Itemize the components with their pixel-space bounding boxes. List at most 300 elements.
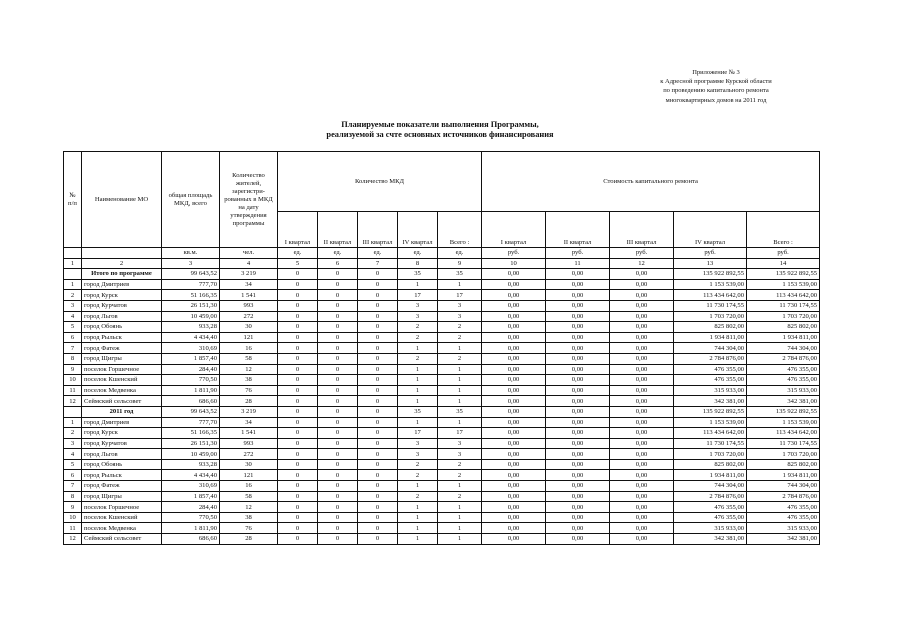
- mkd-q3-value: 0: [358, 396, 398, 407]
- cost-q3-value: 0,00: [610, 300, 674, 311]
- cost-q1-value: 0,00: [482, 300, 546, 311]
- row-number: 4: [64, 449, 82, 460]
- mkd-q3-value: 0: [358, 449, 398, 460]
- municipality-name: город Льгов: [82, 311, 162, 322]
- mkd-q4-value: 1: [398, 523, 438, 534]
- table-row: [64, 311, 820, 322]
- mkd-q2-value: 0: [318, 534, 358, 545]
- row-number: 12: [64, 534, 82, 545]
- cost-q2-value: 0,00: [546, 353, 610, 364]
- residents-value: 1 541: [220, 290, 278, 301]
- area-value: 1 811,90: [162, 385, 220, 396]
- cost-q4-value: 476 355,00: [674, 512, 747, 523]
- cost-q1-value: 0,00: [482, 322, 546, 333]
- municipality-name: город Рыльск: [82, 332, 162, 343]
- mkd-total-value: 17: [438, 290, 482, 301]
- mkd-q3-value: 0: [358, 300, 398, 311]
- cost-q2-value: 0,00: [546, 438, 610, 449]
- mkd-q2-value: 0: [318, 417, 358, 428]
- mkd-q1-value: 0: [278, 459, 318, 470]
- area-value: 770,50: [162, 375, 220, 386]
- unit-rub: руб.: [674, 248, 747, 259]
- cost-q3-value: 0,00: [610, 449, 674, 460]
- municipality-name: поселок Медвенка: [82, 385, 162, 396]
- residents-value: 38: [220, 375, 278, 386]
- residents-value: 993: [220, 300, 278, 311]
- cost-total-value: 476 355,00: [747, 512, 820, 523]
- mkd-q4-value: 2: [398, 353, 438, 364]
- mkd-q1-value: 0: [278, 406, 318, 417]
- cost-q2-value: 0,00: [546, 428, 610, 439]
- mkd-q1-value: 0: [278, 481, 318, 492]
- area-value: 686,60: [162, 534, 220, 545]
- area-value: 777,70: [162, 279, 220, 290]
- unit-rub: руб.: [747, 248, 820, 259]
- cost-total-value: 135 922 892,55: [747, 406, 820, 417]
- mkd-q2-value: 0: [318, 353, 358, 364]
- mkd-q2-value: 0: [318, 523, 358, 534]
- row-number: 9: [64, 502, 82, 513]
- header-cost-q2: II квартал: [546, 212, 610, 248]
- municipality-name: Сеймский сельсовет: [82, 534, 162, 545]
- cost-total-value: 342 381,00: [747, 534, 820, 545]
- cost-q2-value: 0,00: [546, 396, 610, 407]
- mkd-q1-value: 0: [278, 353, 318, 364]
- cost-total-value: 11 730 174,55: [747, 438, 820, 449]
- municipality-name: поселок Кшенский: [82, 512, 162, 523]
- residents-value: 38: [220, 512, 278, 523]
- unit-area: кв.м.: [162, 248, 220, 259]
- mkd-q1-value: 0: [278, 332, 318, 343]
- row-number: 2: [64, 428, 82, 439]
- mkd-q1-value: 0: [278, 449, 318, 460]
- area-value: 26 151,30: [162, 438, 220, 449]
- table-row: [64, 459, 820, 470]
- row-number: 1: [64, 417, 82, 428]
- area-value: 1 857,40: [162, 353, 220, 364]
- cost-q4-value: 113 434 642,00: [674, 290, 747, 301]
- row-number: 9: [64, 364, 82, 375]
- column-number: 2: [82, 258, 162, 269]
- cost-total-value: 476 355,00: [747, 364, 820, 375]
- cost-q2-value: 0,00: [546, 322, 610, 333]
- appendix-line: по проведению капитального ремонта: [663, 87, 769, 95]
- residents-value: 28: [220, 534, 278, 545]
- mkd-q2-value: 0: [318, 269, 358, 280]
- mkd-q3-value: 0: [358, 322, 398, 333]
- cost-q4-value: 135 922 892,55: [674, 406, 747, 417]
- cost-total-value: 315 933,00: [747, 523, 820, 534]
- cost-q1-value: 0,00: [482, 502, 546, 513]
- row-number: 4: [64, 311, 82, 322]
- cost-q1-value: 0,00: [482, 311, 546, 322]
- mkd-q3-value: 0: [358, 343, 398, 354]
- mkd-q1-value: 0: [278, 417, 318, 428]
- area-value: 310,69: [162, 343, 220, 354]
- cost-q2-value: 0,00: [546, 491, 610, 502]
- municipality-name: город Курчатов: [82, 438, 162, 449]
- area-value: 51 166,35: [162, 290, 220, 301]
- table-row: [64, 375, 820, 386]
- cost-q3-value: 0,00: [610, 481, 674, 492]
- header-num: № п/п: [64, 152, 82, 248]
- mkd-q4-value: 2: [398, 332, 438, 343]
- mkd-q2-value: 0: [318, 332, 358, 343]
- mkd-q1-value: 0: [278, 290, 318, 301]
- mkd-q2-value: 0: [318, 428, 358, 439]
- table-row: [64, 300, 820, 311]
- column-number: 8: [398, 258, 438, 269]
- cost-q3-value: 0,00: [610, 343, 674, 354]
- cost-q4-value: 11 730 174,55: [674, 438, 747, 449]
- mkd-q4-value: 1: [398, 396, 438, 407]
- mkd-q3-value: 0: [358, 428, 398, 439]
- cost-q4-value: 342 381,00: [674, 396, 747, 407]
- area-value: 4 434,40: [162, 470, 220, 481]
- header-name: Наименование МО: [82, 152, 162, 248]
- cost-q2-value: 0,00: [546, 523, 610, 534]
- cost-total-value: 1 703 720,00: [747, 311, 820, 322]
- cost-q2-value: 0,00: [546, 343, 610, 354]
- cost-q3-value: 0,00: [610, 470, 674, 481]
- cost-q4-value: 476 355,00: [674, 502, 747, 513]
- mkd-total-value: 1: [438, 417, 482, 428]
- residents-value: 272: [220, 449, 278, 460]
- mkd-q4-value: 35: [398, 406, 438, 417]
- municipality-name: город Щигры: [82, 353, 162, 364]
- municipality-name: город Щигры: [82, 491, 162, 502]
- cost-q2-value: 0,00: [546, 470, 610, 481]
- mkd-total-value: 1: [438, 523, 482, 534]
- mkd-q3-value: 0: [358, 385, 398, 396]
- column-number: 14: [747, 258, 820, 269]
- municipality-name: поселок Горшечное: [82, 364, 162, 375]
- cost-q2-value: 0,00: [546, 375, 610, 386]
- cost-q3-value: 0,00: [610, 364, 674, 375]
- cost-q4-value: 2 784 876,00: [674, 491, 747, 502]
- cost-total-value: 476 355,00: [747, 502, 820, 513]
- mkd-total-value: 1: [438, 534, 482, 545]
- mkd-total-value: 1: [438, 385, 482, 396]
- mkd-q2-value: 0: [318, 279, 358, 290]
- table-row: [64, 428, 820, 439]
- mkd-total-value: 1: [438, 396, 482, 407]
- area-value: 770,50: [162, 512, 220, 523]
- column-number: 4: [220, 258, 278, 269]
- header-repair-cost: Стоимость капитального ремонта: [482, 152, 820, 212]
- cost-q3-value: 0,00: [610, 353, 674, 364]
- mkd-total-value: 1: [438, 279, 482, 290]
- mkd-q4-value: 1: [398, 385, 438, 396]
- cost-q2-value: 0,00: [546, 279, 610, 290]
- row-number: 3: [64, 438, 82, 449]
- mkd-q4-value: 17: [398, 290, 438, 301]
- mkd-q3-value: 0: [358, 523, 398, 534]
- row-number: 7: [64, 343, 82, 354]
- mkd-q4-value: 2: [398, 459, 438, 470]
- mkd-q2-value: 0: [318, 364, 358, 375]
- mkd-q2-value: 0: [318, 375, 358, 386]
- mkd-q4-value: 1: [398, 279, 438, 290]
- mkd-q2-value: 0: [318, 343, 358, 354]
- cost-total-value: 11 730 174,55: [747, 300, 820, 311]
- mkd-q3-value: 0: [358, 417, 398, 428]
- mkd-q1-value: 0: [278, 534, 318, 545]
- appendix-line: многоквартирных домов на 2011 год: [665, 96, 767, 104]
- mkd-q4-value: 3: [398, 438, 438, 449]
- cost-q2-value: 0,00: [546, 449, 610, 460]
- cost-q4-value: 1 703 720,00: [674, 449, 747, 460]
- table-row: [64, 491, 820, 502]
- header-mkd-q3: III квартал: [358, 212, 398, 248]
- residents-value: 28: [220, 396, 278, 407]
- cost-total-value: 1 153 539,00: [747, 417, 820, 428]
- cost-q3-value: 0,00: [610, 428, 674, 439]
- mkd-q4-value: 3: [398, 300, 438, 311]
- area-value: 10 459,00: [162, 449, 220, 460]
- mkd-q2-value: 0: [318, 459, 358, 470]
- cost-q4-value: 113 434 642,00: [674, 428, 747, 439]
- mkd-q1-value: 0: [278, 311, 318, 322]
- mkd-q3-value: 0: [358, 290, 398, 301]
- mkd-q4-value: 3: [398, 311, 438, 322]
- mkd-total-value: 2: [438, 322, 482, 333]
- cost-q1-value: 0,00: [482, 459, 546, 470]
- mkd-q3-value: 0: [358, 269, 398, 280]
- table-row: [64, 269, 820, 280]
- mkd-total-value: 35: [438, 269, 482, 280]
- row-number: 8: [64, 491, 82, 502]
- cost-total-value: 315 933,00: [747, 385, 820, 396]
- unit-count: ед.: [358, 248, 398, 259]
- cost-q1-value: 0,00: [482, 406, 546, 417]
- row-number: 11: [64, 385, 82, 396]
- row-number: 1: [64, 279, 82, 290]
- header-cost-q3: III квартал: [610, 212, 674, 248]
- unit-count: ед.: [398, 248, 438, 259]
- residents-value: 12: [220, 502, 278, 513]
- mkd-q4-value: 2: [398, 491, 438, 502]
- mkd-q1-value: 0: [278, 438, 318, 449]
- cost-q2-value: 0,00: [546, 332, 610, 343]
- municipality-name: поселок Медвенка: [82, 523, 162, 534]
- mkd-q1-value: 0: [278, 428, 318, 439]
- residents-value: 76: [220, 523, 278, 534]
- header-mkd-q1: I квартал: [278, 212, 318, 248]
- header-cost-q4: IV квартал: [674, 212, 747, 248]
- residents-value: 121: [220, 332, 278, 343]
- area-value: 284,40: [162, 502, 220, 513]
- cost-q1-value: 0,00: [482, 353, 546, 364]
- cost-total-value: 825 802,00: [747, 322, 820, 333]
- cost-q1-value: 0,00: [482, 534, 546, 545]
- mkd-q1-value: 0: [278, 269, 318, 280]
- area-value: 4 434,40: [162, 332, 220, 343]
- cost-q1-value: 0,00: [482, 512, 546, 523]
- cost-q2-value: 0,00: [546, 406, 610, 417]
- cost-q3-value: 0,00: [610, 322, 674, 333]
- cost-q2-value: 0,00: [546, 459, 610, 470]
- residents-value: 16: [220, 343, 278, 354]
- cost-total-value: 135 922 892,55: [747, 269, 820, 280]
- residents-value: 58: [220, 353, 278, 364]
- table-row: [64, 470, 820, 481]
- column-number: 9: [438, 258, 482, 269]
- municipality-name: город Курск: [82, 428, 162, 439]
- column-number: 6: [318, 258, 358, 269]
- mkd-q1-value: 0: [278, 523, 318, 534]
- mkd-q2-value: 0: [318, 438, 358, 449]
- residents-value: 30: [220, 459, 278, 470]
- header-cost-total: Всего :: [747, 212, 820, 248]
- mkd-q2-value: 0: [318, 290, 358, 301]
- unit-people: чел.: [220, 248, 278, 259]
- mkd-q2-value: 0: [318, 512, 358, 523]
- appendix-line: к Адресной программе Курской области: [660, 78, 772, 86]
- cost-q4-value: 476 355,00: [674, 375, 747, 386]
- mkd-total-value: 2: [438, 353, 482, 364]
- cost-q2-value: 0,00: [546, 502, 610, 513]
- mkd-q3-value: 0: [358, 332, 398, 343]
- mkd-q2-value: 0: [318, 311, 358, 322]
- cost-total-value: 113 434 642,00: [747, 290, 820, 301]
- column-number: 5: [278, 258, 318, 269]
- mkd-q1-value: 0: [278, 279, 318, 290]
- cost-q3-value: 0,00: [610, 332, 674, 343]
- row-number: 5: [64, 322, 82, 333]
- table-body: [64, 269, 820, 544]
- cost-q1-value: 0,00: [482, 428, 546, 439]
- mkd-total-value: 35: [438, 406, 482, 417]
- mkd-q1-value: 0: [278, 470, 318, 481]
- area-value: 26 151,30: [162, 300, 220, 311]
- table-row: [64, 438, 820, 449]
- cost-q3-value: 0,00: [610, 279, 674, 290]
- cost-q1-value: 0,00: [482, 332, 546, 343]
- row-number: 11: [64, 523, 82, 534]
- cost-total-value: 476 355,00: [747, 375, 820, 386]
- mkd-q4-value: 1: [398, 481, 438, 492]
- mkd-q2-value: 0: [318, 491, 358, 502]
- table-row: [64, 353, 820, 364]
- mkd-q4-value: 1: [398, 534, 438, 545]
- municipality-name: город Фатеж: [82, 343, 162, 354]
- mkd-q3-value: 0: [358, 311, 398, 322]
- mkd-q1-value: 0: [278, 502, 318, 513]
- area-value: 51 166,35: [162, 428, 220, 439]
- cost-q4-value: 135 922 892,55: [674, 269, 747, 280]
- municipality-name: поселок Кшенский: [82, 375, 162, 386]
- mkd-total-value: 1: [438, 364, 482, 375]
- column-numbers-row: [64, 258, 820, 269]
- unit-rub: руб.: [610, 248, 674, 259]
- table-row: [64, 523, 820, 534]
- table-row: [64, 279, 820, 290]
- cost-q4-value: 1 153 539,00: [674, 417, 747, 428]
- residents-value: 3 219: [220, 406, 278, 417]
- cost-q3-value: 0,00: [610, 438, 674, 449]
- mkd-q3-value: 0: [358, 406, 398, 417]
- mkd-q4-value: 1: [398, 375, 438, 386]
- cost-q2-value: 0,00: [546, 417, 610, 428]
- residents-value: 12: [220, 364, 278, 375]
- cost-q4-value: 1 934 811,00: [674, 332, 747, 343]
- cost-q2-value: 0,00: [546, 481, 610, 492]
- row-number: 8: [64, 353, 82, 364]
- cost-q4-value: 11 730 174,55: [674, 300, 747, 311]
- mkd-q3-value: 0: [358, 502, 398, 513]
- mkd-total-value: 2: [438, 491, 482, 502]
- mkd-total-value: 3: [438, 449, 482, 460]
- mkd-q3-value: 0: [358, 353, 398, 364]
- mkd-total-value: 1: [438, 481, 482, 492]
- cost-q4-value: 315 933,00: [674, 523, 747, 534]
- cost-q3-value: 0,00: [610, 512, 674, 523]
- row-number: 6: [64, 470, 82, 481]
- residents-value: 3 219: [220, 269, 278, 280]
- mkd-q3-value: 0: [358, 481, 398, 492]
- municipality-name: город Курск: [82, 290, 162, 301]
- mkd-q1-value: 0: [278, 364, 318, 375]
- residents-value: 58: [220, 491, 278, 502]
- column-number: 10: [482, 258, 546, 269]
- residents-value: 1 541: [220, 428, 278, 439]
- cost-total-value: 1 153 539,00: [747, 279, 820, 290]
- row-number: 3: [64, 300, 82, 311]
- cost-q4-value: 342 381,00: [674, 534, 747, 545]
- cost-total-value: 113 434 642,00: [747, 428, 820, 439]
- cost-total-value: 825 802,00: [747, 459, 820, 470]
- municipality-name: город Обоянь: [82, 322, 162, 333]
- table-row: [64, 481, 820, 492]
- mkd-q3-value: 0: [358, 512, 398, 523]
- table-row: [64, 385, 820, 396]
- cost-total-value: 744 304,00: [747, 481, 820, 492]
- mkd-q3-value: 0: [358, 491, 398, 502]
- table-row: [64, 290, 820, 301]
- header-mkd-count: Количество МКД: [278, 152, 482, 212]
- cost-q3-value: 0,00: [610, 311, 674, 322]
- row-number: 2: [64, 290, 82, 301]
- area-value: 777,70: [162, 417, 220, 428]
- mkd-q3-value: 0: [358, 364, 398, 375]
- cost-q2-value: 0,00: [546, 364, 610, 375]
- mkd-total-value: 2: [438, 332, 482, 343]
- unit-count: ед.: [438, 248, 482, 259]
- cost-total-value: 1 703 720,00: [747, 449, 820, 460]
- area-value: 10 459,00: [162, 311, 220, 322]
- unit-cell: [64, 248, 82, 259]
- cost-q2-value: 0,00: [546, 290, 610, 301]
- mkd-total-value: 2: [438, 459, 482, 470]
- cost-q3-value: 0,00: [610, 396, 674, 407]
- mkd-q1-value: 0: [278, 300, 318, 311]
- cost-q1-value: 0,00: [482, 269, 546, 280]
- document-title: [250, 120, 630, 140]
- area-value: 1 811,90: [162, 523, 220, 534]
- mkd-q2-value: 0: [318, 406, 358, 417]
- unit-cell: [82, 248, 162, 259]
- cost-total-value: 2 784 876,00: [747, 353, 820, 364]
- mkd-q1-value: 0: [278, 385, 318, 396]
- mkd-q3-value: 0: [358, 279, 398, 290]
- cost-q2-value: 0,00: [546, 269, 610, 280]
- cost-q3-value: 0,00: [610, 269, 674, 280]
- mkd-q4-value: 2: [398, 470, 438, 481]
- cost-q3-value: 0,00: [610, 417, 674, 428]
- cost-q4-value: 744 304,00: [674, 481, 747, 492]
- cost-q1-value: 0,00: [482, 290, 546, 301]
